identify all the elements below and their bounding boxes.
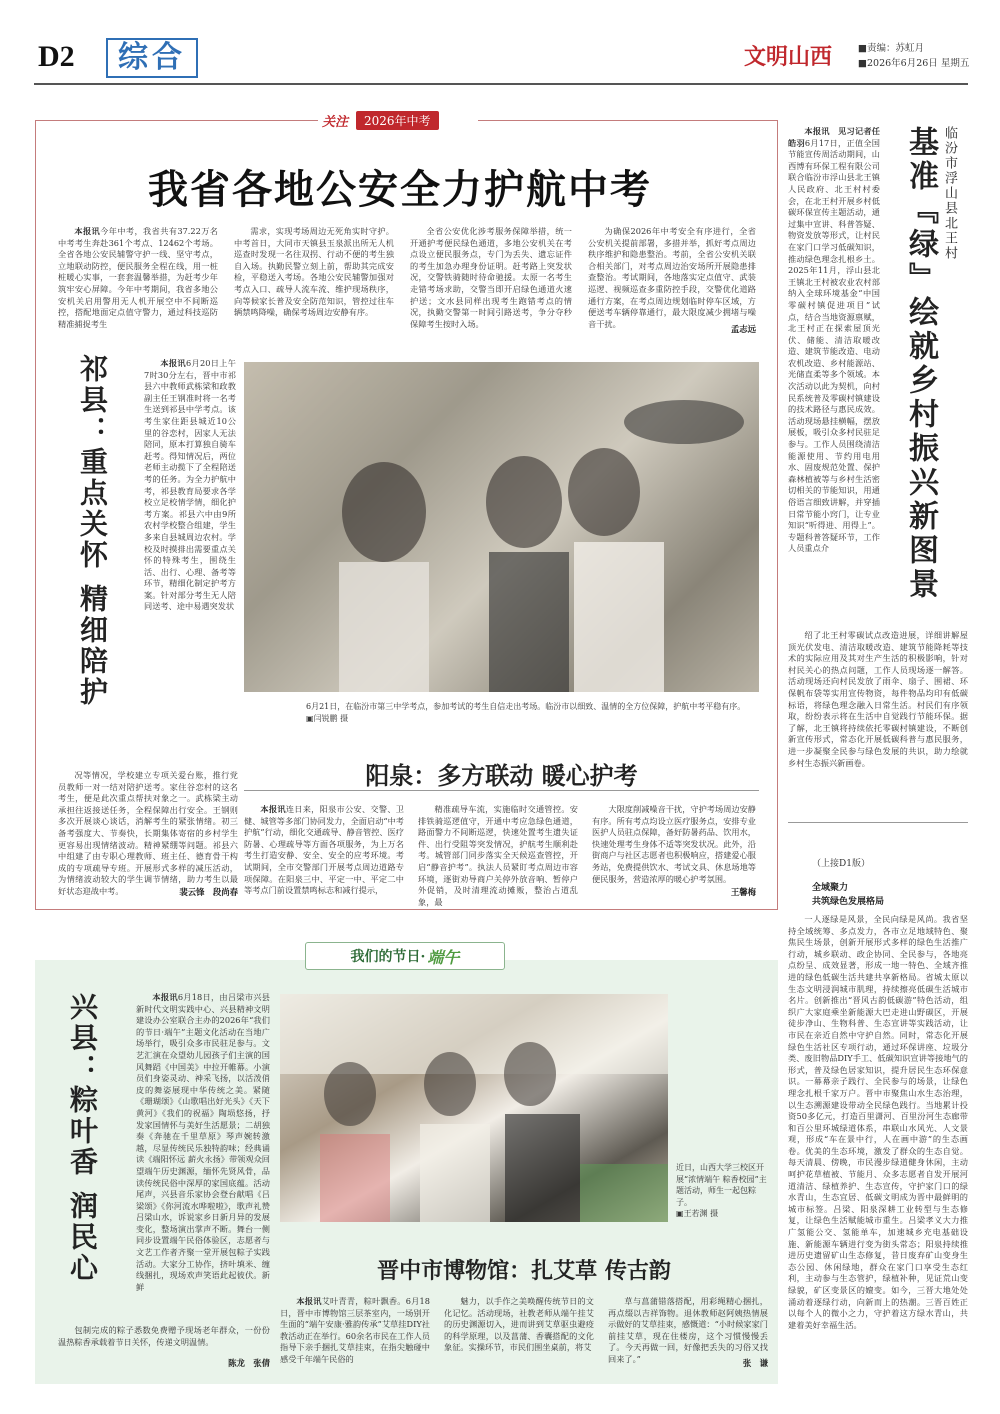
kicker-banner bbox=[318, 110, 478, 130]
section-label: 综合 bbox=[118, 40, 186, 75]
continued-body-text: 一人逐绿是风景，全民向绿是风尚。我省坚持全域统筹、多点发力，各市立足地域特色、聚焦民生场景，创新开展形式多样的绿色生活推广行动，城乡联动、政企协同、全民参与，各地亮点纷呈、成效显著，形成一地一特色、全域齐推进的绿色低碳生活共建共享新格局。省城太原以生态文明浸润城市肌理，持续擦亮低碳生活城市名片。创新推出“晋风古韵低碳游”特色活动，组织广大家庭乘坐新能源大巴走进山野碳区，开展徒步净山、生物科普、生态宣讲等实践活动，让市民在亲近自然中守护自然。同时，常态化开展绿色生活社区专项行动，通过环保讲座、垃圾分类、废旧物品DIY手工、低碳知识宣讲等接地气的形式，普及绿色居家知识，提升居民生态环保意识。一幕幕亲子践行、全民参与的场景，让绿色理念扎根千家万户。晋中市聚焦山水生态治理，以生态溯源建设带动全民绿色践行。当地累计投资50多亿元，打造百里潇河、百里汾河生态廊带和百公里环城绿道体系，串联山水风光、人文景观，形成“车在景中行，人在画中游”的生态画卷。优美的生态环境，激发了群众的生态自觉。每天清晨、傍晚，市民漫步绿道健身休闲，主动呵护花草植被、节能月、众多志愿者自发开展河道清洁、绿植养护、生态宣传，守护家门口的绿水青山，生态宜居、低碳文明成为晋中最鲜明的城市标签。吕梁、阳泉深耕工业转型与生态修复，让绿色生活赋能城市重生。吕梁孝义大力推广氢能公交、氢能单车，加速城乡充电基础设施、新能源车辆进行变为街头常态；阳泉持续推进历史遗留矿山生态修复，昔日废弃矿山变身生态公园、休闲绿地，群众在家门口享受生态红利，主动参与生态管护，绿植补种，见证荒山变绿貌，矿区变景区的嬗变。如今，三晋大地处处涌动着逐绿行动，向新而上的热潮。三晋百姓正以每个人的微小之力，守护着这方绿水青山，共建着美好幸福生活。 bbox=[788, 914, 968, 1330]
header-editor bbox=[858, 40, 924, 54]
main-byline: 孟志远 bbox=[730, 324, 756, 334]
xingxian-body-text: 6月18日，由吕梁市兴县新时代文明实践中心、兴县精神文明建设办公室联合主办的2026年“我们的节日·端午”主题文化活动在当地广场举行，吸引众多市民驻足参与。文艺汇演在众望幼儿园孩子们主演的国风舞蹈《中国美》中拉开帷幕。小演员们身姿灵动、神采飞扬，以活泼俏皮的舞姿展现中华传统之美。紧随《珊瑚颂》《山歌唱出好光头》《天下黄河》《我们的祝福》陶埙悠扬，抒发家国情怀与美好生活愿景；二胡独奏《奔驰在千里草原》琴声婉转激越，尽显传统民乐独特韵味；经典诵读《端阳怀远 薪火永扬》带领观众回望端午历史渊源，缅怀先贤风骨，品读传统民俗中深厚的家国底蕴。活动尾声，兴县音乐家协会登台献唱《吕梁颂》《你河流水哗啦啦》，歌声礼赞吕梁山水，诉说家乡日新月异的发展变化，整场演出掌声不断。舞台一侧同步设置端午民俗体验区，志愿者与文艺工作者齐聚一堂开展包粽子实践活动。大家分工协作，挤叶填米、缠线捆扎，现场欢声笑语此起彼伏。新鲜 bbox=[136, 992, 270, 1292]
qixian-tail bbox=[58, 770, 238, 896]
photo1-caption-text: 6月21日，在临汾市第三中学考点，参加考试的考生自信走出考场。临汾市以细致、温情的全方位保障，护航中考平稳有序。 bbox=[306, 702, 742, 711]
rural-body-wide-text: 绍了北王村零碳试点改造进展，详细讲解屋顶光伏发电、清洁取暖改造、建筑节能降耗等技术的实际应用及其对生产生活的积极影响，针对村民关心的热点问题，工作人员现场逐一解答。活动现场还向村民发放了雨伞、扇子、围裙、环保帆布袋等实用宣传物资，每件物品均印有低碳标语，将绿色理念融入日常生活。村民们有序领取，纷纷表示将在生活中自觉践行节能环保。据了解，北王镇将持续依托零碳村镇建设，不断创新宣传形式，常态化开展低碳科普与惠民服务，进一步凝聚全民参与绿色发展的共识，助力绘就乡村生态振兴新画卷。 bbox=[788, 630, 968, 768]
jinzhong-col-1-text: 艾叶青青，粽叶飘香。6月18日，晋中市博物馆三层茶室内，一场别开生面的“端午安康·雅韵传承”艾草挂DIY社教活动正在举行。60余名市民在工作人员指导下亲手捆扎艾草挂束，在指尖触碰中感受千年端午民俗的 bbox=[280, 1296, 430, 1364]
xingxian-body-wide bbox=[58, 1325, 270, 1361]
zongzi-photo-caption bbox=[676, 1162, 768, 1220]
main-col-3-text: 全省公安优化涉考服务保障举措，统一开通护考便民绿色通道，多地公安机关在考点设立便民服务点，专门为丢失、遗忘证件的考生加急办理身份证明。赶考路上突发状况，交警铁骑随时待命驰援。太原一名考生走错考场求助，交警当即开启绿色通道火速护送；文水县同样出现考生跑错考点的情况，执勤交警第一时间引路送考，争分夺秒保障考生按时入场。 bbox=[410, 226, 572, 329]
yangquan-rule bbox=[244, 790, 759, 791]
jinzhong-title: 晋中市博物馆：扎艾草 传古韵 bbox=[377, 1259, 671, 1284]
continued-sub1: 全域聚力 bbox=[812, 883, 849, 893]
qixian-intro bbox=[144, 358, 236, 770]
rural-subtitle: 临汾市浮山县北王村 bbox=[942, 126, 957, 261]
date-square-icon: ■ bbox=[858, 58, 867, 69]
photo2-credit: 王若渊 摄 bbox=[683, 1209, 719, 1218]
kicker-title: 2026年中考 bbox=[356, 111, 439, 130]
yangquan-col-1 bbox=[244, 804, 404, 900]
main-col-1-text: 今年中考，我省共有37.22万名中考考生奔赴361个考点、12462个考场。全省各地公安民辅警守护一线、坚守考点，立地联动防控，便民服务全程在线，用一桩桩暖心实事，一套套温馨举措，为赶考少年筑牢安心屏障。今年中考期间，我省多地公安机关启用警用无人机开展空中不间断巡控，搭配地面定点值守警力，通过科技巡防精准捕捉考生 bbox=[58, 226, 218, 329]
editor-square-icon: ■ bbox=[858, 43, 867, 54]
yangquan-col-3 bbox=[592, 804, 756, 890]
exam-photo-caption bbox=[306, 701, 756, 724]
camera-icon: ▣ bbox=[306, 702, 750, 723]
festival-banner-word: 端午 bbox=[427, 947, 460, 967]
header-date bbox=[858, 55, 969, 69]
zongzi-photo-graphic bbox=[280, 994, 668, 1222]
xingxian-body-wide-text: 包制完成的粽子悉数免费赠予现场老年群众，一份份温热粽香承载着节日关怀，传递文明温情。 bbox=[58, 1325, 270, 1347]
exam-photo-graphic bbox=[244, 362, 759, 692]
main-lead: 本报讯 bbox=[74, 226, 101, 236]
xingxian-lead: 本报讯 bbox=[152, 992, 178, 1002]
page-number: D2 bbox=[38, 40, 75, 73]
photo1-credit: 闫锐鹏 摄 bbox=[313, 713, 349, 723]
jinzhong-col-3-text: 草与菖蒲错落搭配，用彩绳精心捆扎，再点缀以吉祥饰物。退休教师赵阿姨热情展示做好的艾草挂束，感慨道：“小时候家家门前挂艾草，现在住楼房，这个习惯慢慢丢了。今天再做一回，好像把丢失的习俗又找回来了。” bbox=[608, 1296, 768, 1364]
yangquan-byline: 王馨梅 bbox=[730, 887, 756, 897]
main-col-2-text: 需求，实现考场周边无死角实时守护。中考首日，大同市天镇县玉泉派出所无人机巡查时发现一名往双拐、行动不便的考生独自入场。执勤民警立刻上前，帮助其完成安检，平稳送入考场。各地公安民辅警加强对考点入口、疏导人流车流、维护现场秩序，向等候家长普及安全防范知识，管控过往车辆禁鸣降噪，确保考场周边安静有序。 bbox=[234, 226, 394, 318]
qixian-byline: 裴云锋 段尚春 bbox=[179, 887, 238, 897]
festival-banner bbox=[305, 942, 505, 970]
yangquan-col-1-text: 连日来，阳泉市公安、交警、卫健、城管等多部门协同发力，全面启动“中考护航”行动，细化交通疏导、静音管控、医疗防暑、心理疏导等方面各项服务，为上万名考生打造安静、安全、安全的应考环境。考试期间，全市交警部门开展考点周边道路专项保障。在阳泉三中、平定一中、平定二中等考点门前设置禁鸣标志和减行提示， bbox=[244, 804, 404, 896]
main-col-4-text: 为确保2026年中考安全有序进行，全省公安机关提前部署，多措并举，抓好考点周边秩序维护和隐患整治。考前，全省公安机关联合相关部门，对考点周边治安场所开展隐患排查整治。考试期间，各地落实定点值守、武装巡逻、视频巡查多重防控手段，交警优化道路通行方案，在考点周边规划临时停车区域，方便送考车辆停靠通行，最大限度减少拥堵与噪音干扰。 bbox=[588, 226, 756, 329]
xingxian-title: 兴县：粽叶香 润民心 bbox=[66, 992, 99, 1284]
qixian-intro-text: 6月20日上午7时30分左右，晋中市祁县六中教师武栋梁和政教副主任王钢准时将一名考生送到祁县中学考点。该考生家住距县城近10公里的谷恋村，因家人无法陪同，原本打算独自骑车赶考。得知情况后，两位老师主动揽下了全程陪送考的任务。为全力护航中考，祁县教育局要求各学校立足校情学情，细化护考方案。祁县六中由9所农村学校整合组建，学生多来自县城周边农村。学校及时摸排出需要重点关怀的特殊考生，围绕生活、出行、心理、备考等环节，精细化制定护考方案。针对部分考生无人陪同送考、途中易遇突发状 bbox=[144, 358, 236, 612]
yangquan-col-3-text: 大限度削减噪音干扰，守护考场周边安静有序。所有考点均设立医疗服务点，安排专业医护人员驻点保障，备好防暑药品、饮用水，快速处理考生身体不适等突发状况。此外，沿街商户与社区志愿者也积极响应，搭建爱心服务站，免费提供饮水、考试文具、休息场地等便民服务，营造浓厚的暖心护考氛围。 bbox=[592, 804, 756, 884]
date-label: 2026年6月26日 bbox=[866, 58, 938, 69]
continued-ref: （上接D1版） bbox=[812, 859, 870, 869]
masthead: 文明山西 bbox=[744, 44, 833, 70]
jinzhong-col-2-text: 魅力，以手作之美唤醒传统节日的文化记忆。活动现场，社教老师从端午挂艾的历史渊源切入，进而讲到艾草驱虫避疫的科学原理，以及菖蒲、香囊搭配的文化象征。实操环节，市民们围坐桌前，将艾 bbox=[444, 1296, 594, 1353]
right-divider bbox=[788, 822, 968, 823]
rural-body-wide bbox=[788, 630, 968, 798]
zongzi-photo bbox=[280, 994, 668, 1222]
rural-lead: 本报讯 见习记者任皓羽 bbox=[788, 126, 880, 148]
qixian-title: 祁县：重点关怀 精细陪护 bbox=[76, 354, 109, 708]
qixian-lead: 本报讯 bbox=[160, 358, 186, 368]
rural-title: 基准『绿』绘就乡村振兴新图景 bbox=[903, 126, 938, 602]
festival-banner-text: 我们的节日· bbox=[350, 949, 426, 965]
yangquan-title: 阳泉：多方联动 暖心护考 bbox=[365, 762, 638, 790]
kicker-tag: 关注 bbox=[322, 114, 349, 130]
continued-body bbox=[788, 914, 968, 1384]
section-badge bbox=[106, 38, 198, 78]
jinzhong-col-1 bbox=[280, 1296, 430, 1368]
camera-icon-2: ▣ bbox=[676, 1209, 684, 1218]
qixian-tail-text: 况等情况，学校建立专项关爱台账，推行党员教师一对一结对陪护送考。家住谷恋村的这名考生，便是此次重点帮扶对象之一。武栋梁主动承担往返接送任务，全程保障出行安全。王钢则多次开展谈心谈话，消解考生的紧张情绪。初三备考强度大、节奏快，长期集体寄宿的乡村学生更容易出现情绪波动。精神紧绷等问题。祁县六中组建了由专职心理教师、班主任、德育骨干构成的专项疏导专班。开展形式多样的减压活动，为情绪波动较大的学生调节情绪，助力考生以最好状态迎战中考。 bbox=[58, 770, 238, 896]
weekday-label: 星期五 bbox=[940, 58, 970, 69]
xingxian-body bbox=[136, 992, 270, 1324]
main-col-1 bbox=[58, 226, 218, 336]
jinzhong-lead: 本报讯 bbox=[296, 1296, 322, 1306]
main-col-3 bbox=[410, 226, 572, 336]
xingxian-byline: 陈龙 张倩 bbox=[228, 1358, 270, 1368]
photo2-caption-text: 近日，山西大学三校区开展“浓情端午 粽香校园”主题活动，师生一起包粽子。 bbox=[676, 1163, 767, 1207]
rural-body-text: 6月17日，正值全国节能宣传周活动期间，山西博有环保工程有限公司联合临汾市浮山县北王镇人民政府、北王村村委会，在北王村开展乡村低碳环保宣传主题活动，通过集中宣讲、科普答疑、物资发放等形式，让村民在家门口学习低碳知识，推动绿色理念扎根乡土。2025年11月，浮山县北王镇北王村被农业农村部纳入全球环境基金“中国零碳村镇促进项目”试点，结合当地资源禀赋，北王村正在探索屋顶光伏、储能、清洁取暖改造、建筑节能改造、电动农机改造、乡村能源站、光储直柔等多个领域。本次活动以此为契机，向村民系统普及零碳村镇建设的技术路径与惠民成效。活动现场悬挂横幅，摆放展板，吸引众多村民驻足参与。工作人员围绕清洁能源使用、节约用电用水、固废规范处置、保护森林植被等与乡村生活密切相关的节能知识，用通俗语言细致讲解，并穿插日常节能小窍门，让专业知识“听得进、用得上”。专题科普答疑环节，工作人员重点介 bbox=[788, 137, 880, 554]
main-col-2 bbox=[234, 226, 394, 336]
jinzhong-byline: 张 谦 bbox=[742, 1358, 768, 1368]
continued-sub2: 共筑绿色发展格局 bbox=[812, 897, 885, 907]
exam-photo bbox=[244, 362, 759, 692]
header-rule bbox=[34, 83, 968, 85]
yangquan-col-2 bbox=[418, 804, 578, 907]
rural-body bbox=[788, 126, 880, 630]
editor-label: 责编：苏虹月 bbox=[866, 43, 924, 54]
jinzhong-col-2 bbox=[444, 1296, 594, 1368]
yangquan-col-2-text: 精准疏导车流，实施临时交通管控。安排铁骑巡逻值守，开通中考应急绿色通道，路面警力不间断巡逻，快速处置考生遗失证件、出行受阻等突发情况，护航考生顺利赴考。城管部门同步落实全天候巡查管控，开启“静音护考”。执法人员紧盯考点周边市容环境，逐街劝导商户关停外放音响、暂停户外促销，及时清理流动摊贩，整治占道乱象，最 bbox=[418, 804, 578, 907]
main-headline: 我省各地公安全力护航中考 bbox=[148, 167, 652, 213]
yangquan-lead: 本报讯 bbox=[260, 804, 286, 814]
